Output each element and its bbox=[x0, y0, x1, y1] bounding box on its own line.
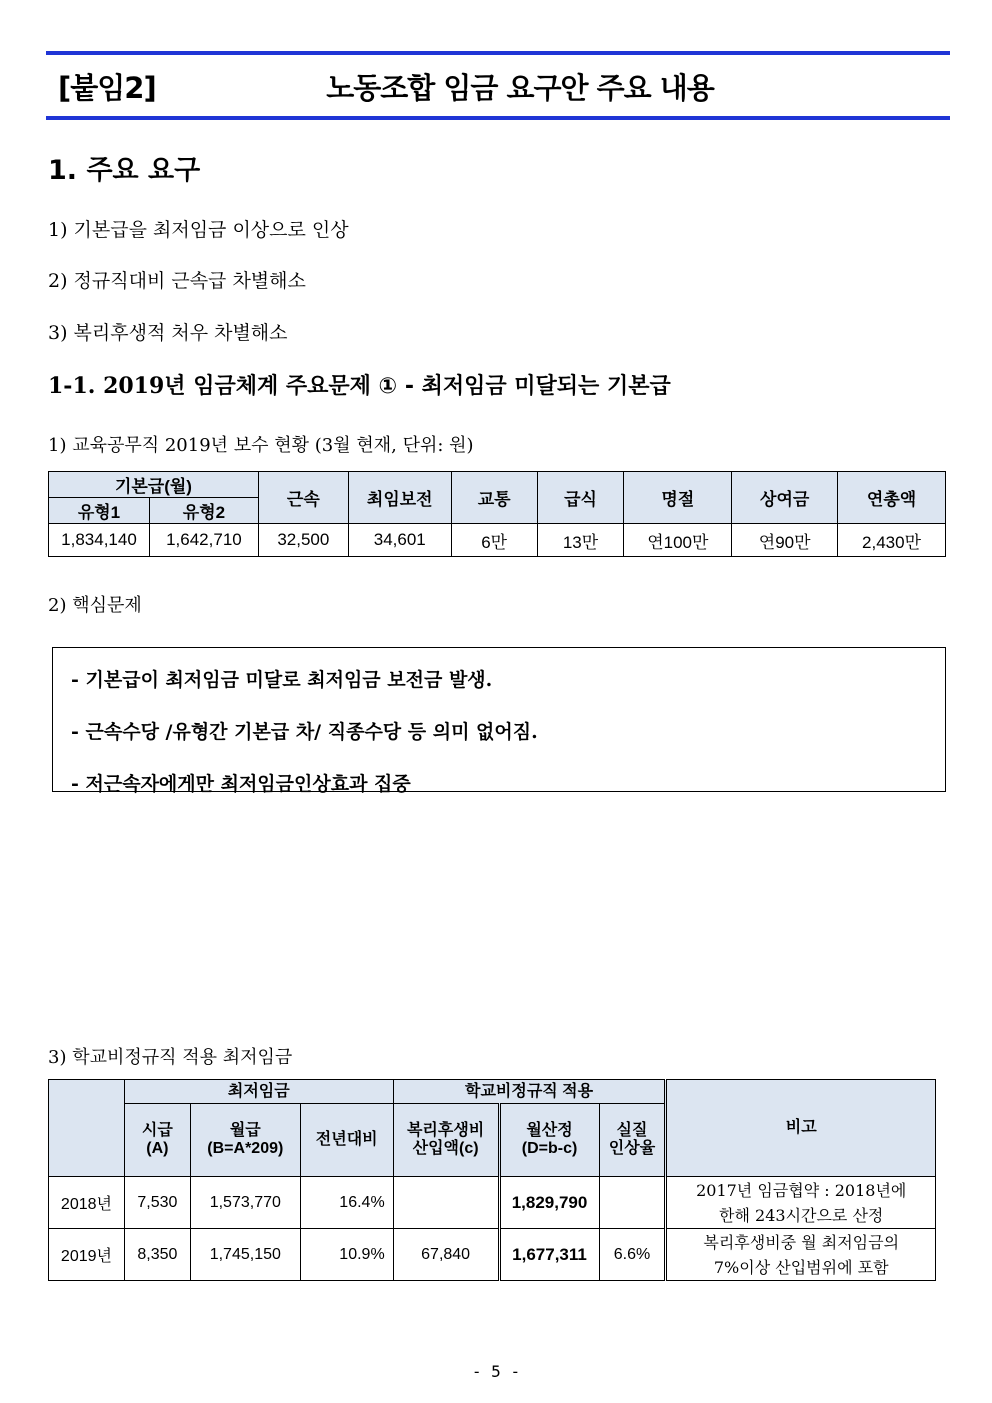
header-bonus: 상여금 bbox=[732, 472, 838, 524]
note-cell: 복리후생비중 월 최저임금의 7%이상 산입범위에 포함 bbox=[666, 1229, 936, 1281]
page-number: - 5 - bbox=[471, 1362, 521, 1381]
header-transport: 교통 bbox=[451, 472, 537, 524]
demand-item: 1) 기본급을 최저임금 이상으로 인상 bbox=[48, 219, 349, 241]
table1-caption: 1) 교육공무직 2019년 보수 현황 (3월 현재, 단위: 원) bbox=[48, 435, 474, 456]
table-cell: 7,530 bbox=[124, 1177, 190, 1229]
issue-line: - 기본급이 최저임금 미달로 최저임금 보전금 발생. bbox=[71, 669, 493, 691]
issue-line: - 저근속자에게만 최저임금인상효과 집중 bbox=[71, 773, 411, 795]
table-cell: 8,350 bbox=[124, 1229, 190, 1281]
header-welfare: 복리후생비 산입액(c) bbox=[393, 1104, 499, 1177]
table-cell: 34,601 bbox=[348, 524, 451, 557]
issue-line: - 근속수당 /유형간 기본급 차/ 직종수당 등 의미 없어짐. bbox=[71, 721, 538, 743]
table-row bbox=[49, 1229, 936, 1281]
table-cell: 16.4% bbox=[300, 1177, 393, 1229]
min-wage-table bbox=[48, 1079, 936, 1281]
header-school-applied-group: 학교비정규직 적용 bbox=[393, 1080, 666, 1104]
table-row bbox=[49, 1177, 936, 1229]
table-cell: 6만 bbox=[451, 524, 537, 557]
header-rule-top bbox=[46, 51, 950, 55]
table2-caption: 3) 학교비정규직 적용 최저임금 bbox=[48, 1047, 293, 1068]
table-cell: 6.6% bbox=[599, 1229, 666, 1281]
table-cell: 10.9% bbox=[300, 1229, 393, 1281]
subsection-prefix: 1-1. 2019년 bbox=[48, 373, 186, 399]
table-cell: 1,834,140 bbox=[49, 524, 150, 557]
header-monthly: 월급 (B=A*209) bbox=[190, 1104, 300, 1177]
table-cell: 1,573,770 bbox=[190, 1177, 300, 1229]
header-hourly: 시급 (A) bbox=[124, 1104, 190, 1177]
header-min-wage-group: 최저임금 bbox=[124, 1080, 393, 1104]
header-min-wage-comp: 최임보전 bbox=[348, 472, 451, 524]
table-cell: 67,840 bbox=[393, 1229, 499, 1281]
subsection-title: 임금체계 주요문제 ① - 최저임금 미달되는 기본급 bbox=[185, 374, 671, 399]
table-cell: 연90만 bbox=[732, 524, 838, 557]
header-annual-total: 연총액 bbox=[838, 472, 946, 524]
header-yoy: 전년대비 bbox=[300, 1104, 393, 1177]
key-issues-box bbox=[52, 647, 946, 795]
table-cell: 32,500 bbox=[258, 524, 348, 557]
header-real-raise: 실질 인상율 bbox=[599, 1104, 666, 1177]
note-cell: 2017년 임금협약 : 2018년에 한해 243시간으로 산정 bbox=[666, 1177, 936, 1229]
table-row bbox=[49, 524, 946, 557]
year-cell: 2018년 bbox=[49, 1177, 125, 1229]
header-seniority: 근속 bbox=[258, 472, 348, 524]
header-type1: 유형1 bbox=[49, 498, 150, 524]
header-basic-pay: 기본급(월) bbox=[49, 472, 259, 498]
header-year-blank bbox=[49, 1080, 125, 1177]
table-cell: 13만 bbox=[537, 524, 624, 557]
header-note: 비고 bbox=[666, 1080, 936, 1177]
header-meal: 급식 bbox=[537, 472, 624, 524]
pay-status-table bbox=[48, 471, 946, 557]
header-holiday: 명절 bbox=[624, 472, 732, 524]
table-cell bbox=[393, 1177, 499, 1229]
table-cell: 1,642,710 bbox=[149, 524, 258, 557]
demand-item: 3) 복리후생적 처우 차별해소 bbox=[48, 322, 288, 344]
table-cell: 1,677,311 bbox=[499, 1229, 599, 1281]
subsection-heading bbox=[48, 369, 671, 400]
issues-caption: 2) 핵심문제 bbox=[48, 595, 142, 616]
year-cell: 2019년 bbox=[49, 1229, 125, 1281]
demand-item: 2) 정규직대비 근속급 차별해소 bbox=[48, 270, 306, 292]
table-cell: 2,430만 bbox=[838, 524, 946, 557]
section-heading: 1. 주요 요구 bbox=[48, 155, 201, 186]
table-cell bbox=[599, 1177, 666, 1229]
header-type2: 유형2 bbox=[149, 498, 258, 524]
table-cell: 1,829,790 bbox=[499, 1177, 599, 1229]
document-title: 노동조합 임금 요구안 주요 내용 bbox=[326, 71, 714, 105]
header-rule-bottom bbox=[46, 116, 950, 120]
table-cell: 연100만 bbox=[624, 524, 732, 557]
table-cell: 1,745,150 bbox=[190, 1229, 300, 1281]
header-computed: 월산정 (D=b-c) bbox=[499, 1104, 599, 1177]
attachment-label: [붙임2] bbox=[58, 71, 156, 105]
